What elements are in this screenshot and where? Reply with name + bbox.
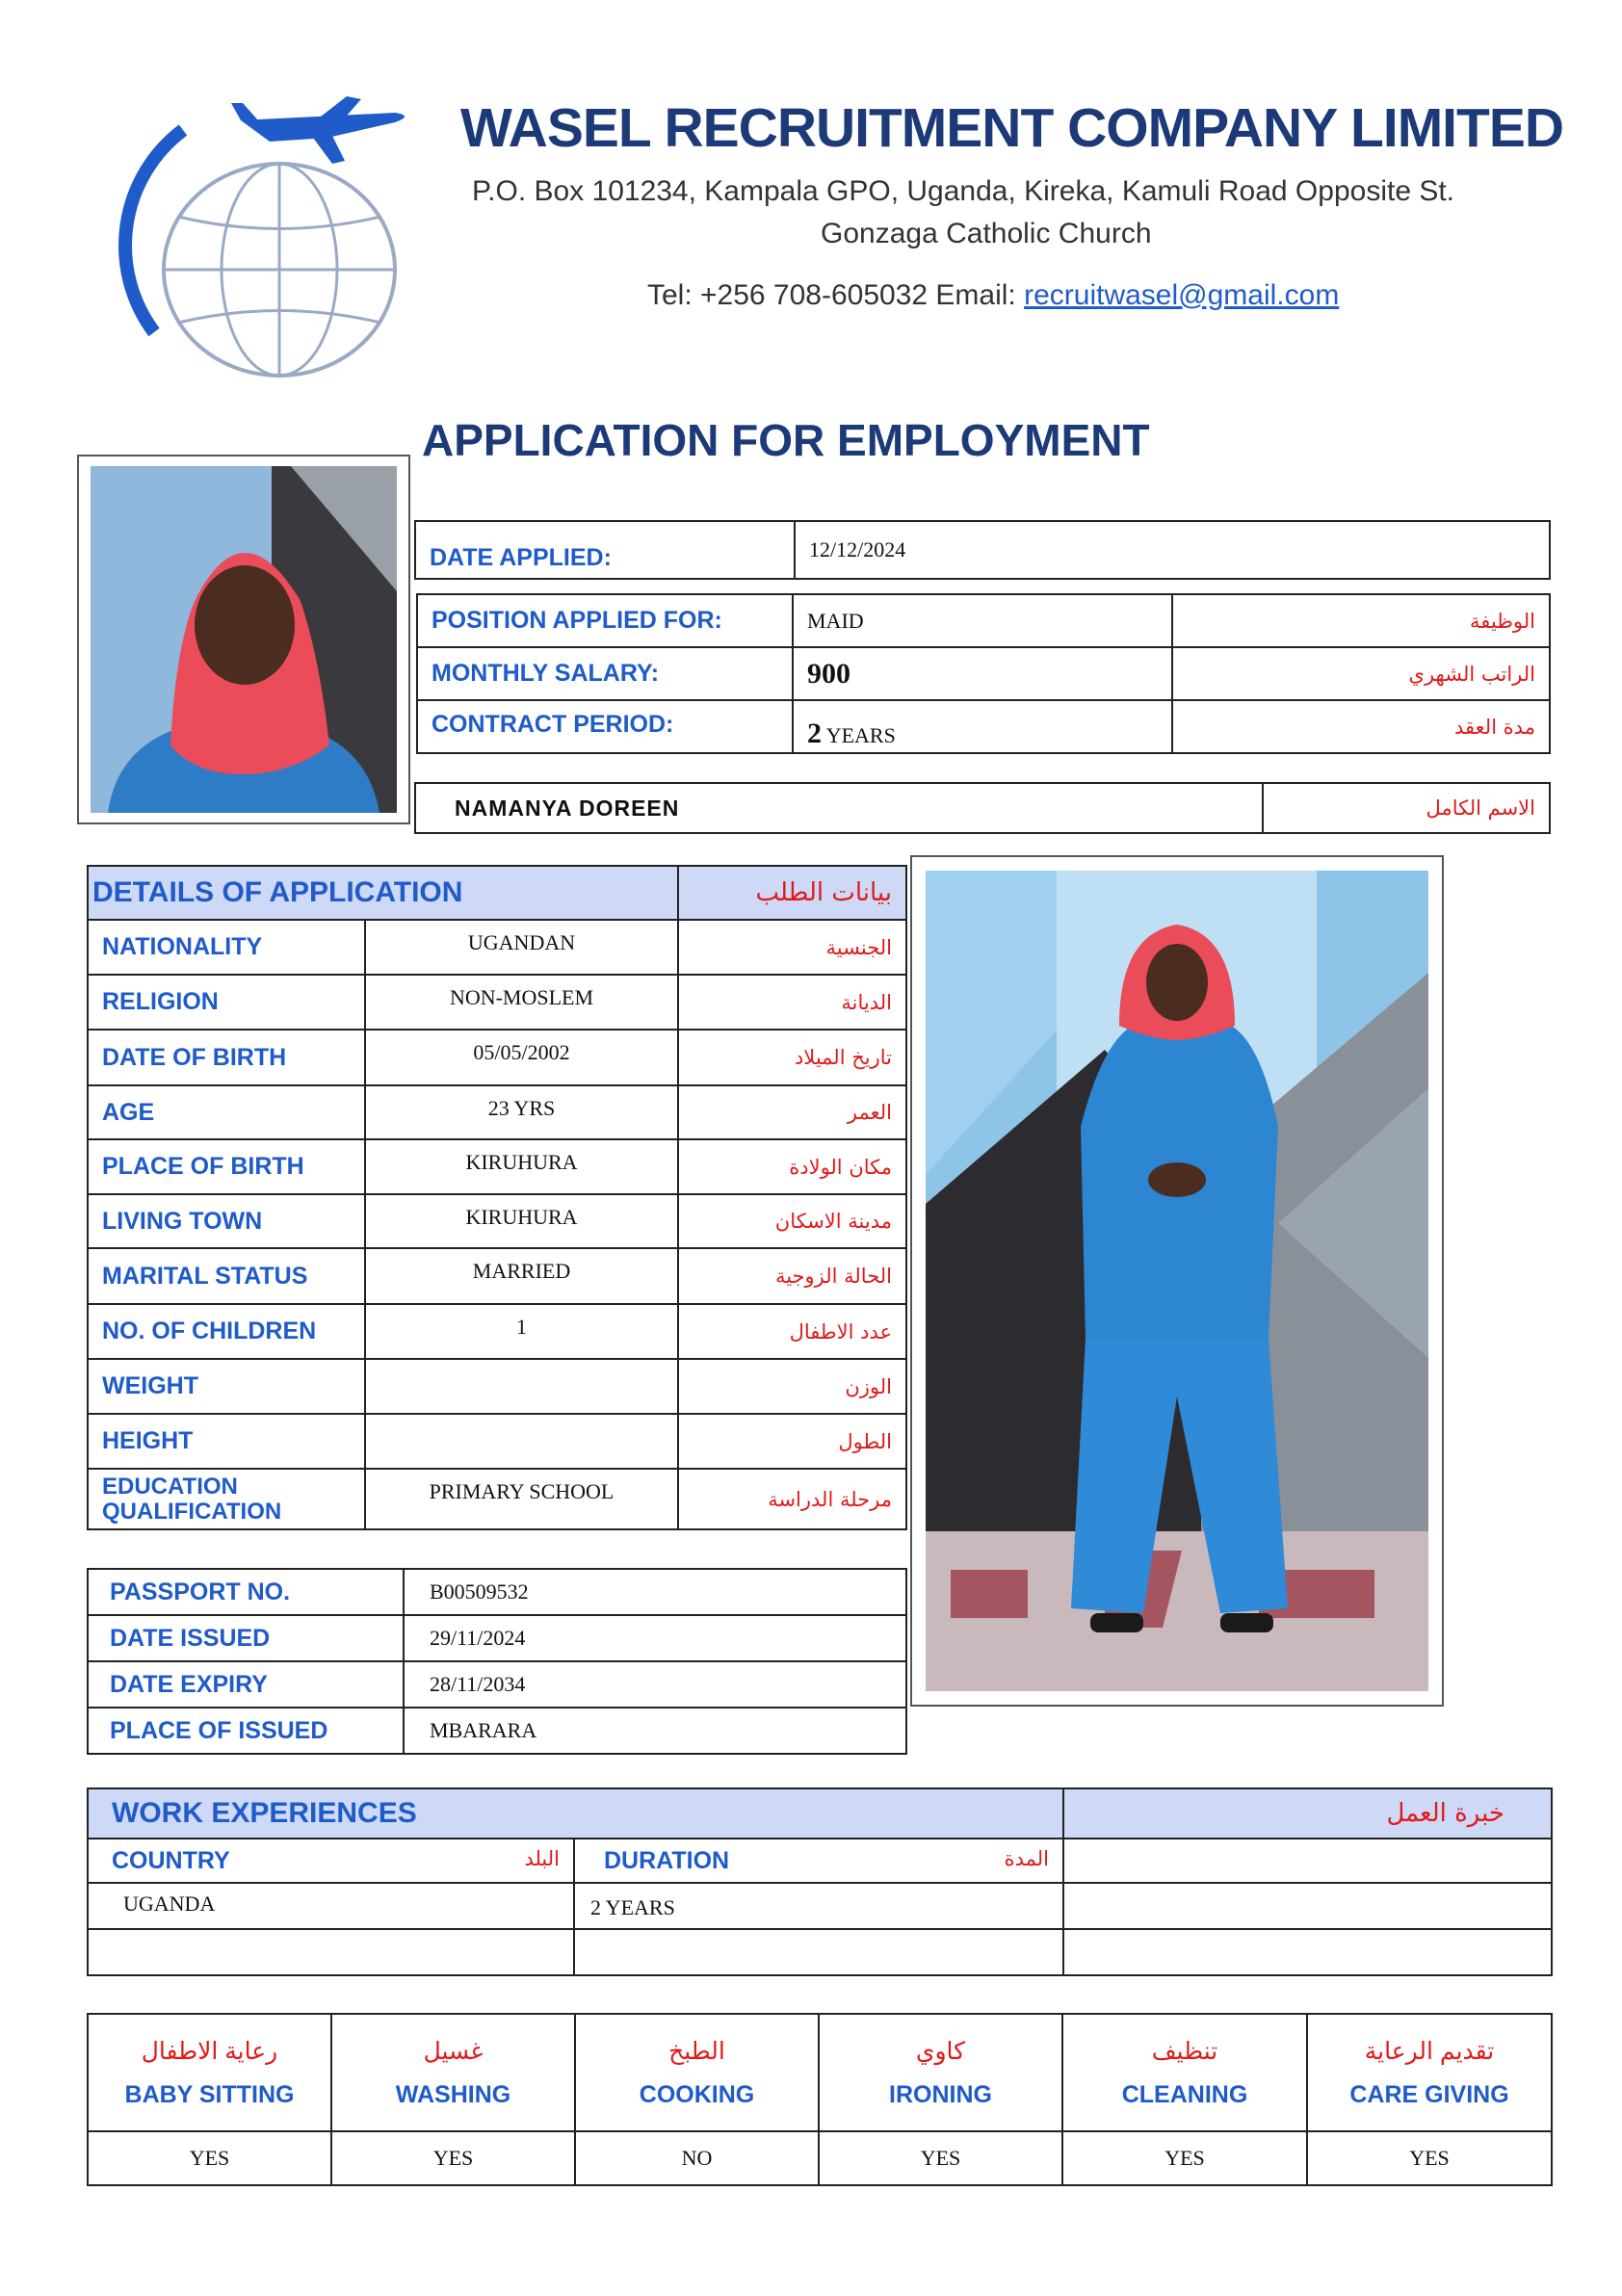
passport-value: MBARARA	[404, 1708, 906, 1754]
company-contact	[647, 279, 1339, 312]
skills-label-row	[88, 2014, 1552, 2131]
work-header-row	[88, 1788, 1552, 1839]
skill-value: YES	[88, 2131, 331, 2185]
position-table	[416, 593, 1551, 754]
company-address-line2: Gonzaga Catholic Church	[821, 218, 1152, 249]
work-table	[87, 1787, 1553, 1976]
details-value	[365, 1359, 678, 1414]
skill-value: YES	[819, 2131, 1062, 2185]
details-label-ar: الحالة الزوجية	[678, 1248, 906, 1304]
details-row	[88, 975, 906, 1030]
skill-label-ar: غسيل	[423, 2037, 484, 2065]
details-label: NATIONALITY	[88, 920, 365, 975]
details-row	[88, 1139, 906, 1194]
details-row	[88, 1469, 906, 1529]
details-row	[88, 1359, 906, 1414]
skill-cell	[575, 2014, 819, 2131]
position-label: POSITION APPLIED FOR:	[417, 594, 793, 647]
passport-row	[88, 1708, 906, 1754]
skill-label: BABY SITTING	[124, 2080, 295, 2108]
work-columns-row	[88, 1839, 1552, 1883]
details-label: LIVING TOWN	[88, 1194, 365, 1248]
skill-cell	[331, 2014, 575, 2131]
details-label-ar: مدينة الاسكان	[678, 1194, 906, 1248]
details-label-ar: الديانة	[678, 975, 906, 1030]
skill-label-ar: تنظيف	[1151, 2037, 1218, 2065]
passport-label: PLACE OF ISSUED	[88, 1708, 404, 1754]
details-value: KIRUHURA	[365, 1194, 678, 1248]
salary-label-ar: الراتب الشهري	[1172, 647, 1550, 700]
details-label: AGE	[88, 1085, 365, 1139]
details-value: KIRUHURA	[365, 1139, 678, 1194]
position-row	[417, 594, 1550, 647]
passport-value: 29/11/2024	[404, 1615, 906, 1661]
details-label: NO. OF CHILDREN	[88, 1304, 365, 1359]
contact-prefix: Tel: +256 708-605032 Email:	[647, 279, 1025, 311]
contract-unit: YEARS	[825, 722, 896, 747]
skill-label-ar: الطبخ	[668, 2037, 725, 2065]
skills-value-row	[88, 2131, 1552, 2185]
salary-row	[417, 647, 1550, 700]
page-title: APPLICATION FOR EMPLOYMENT	[422, 415, 1150, 465]
contract-value: 2	[807, 717, 822, 749]
passport-label: DATE EXPIRY	[88, 1661, 404, 1708]
details-row	[88, 1030, 906, 1085]
skill-value: YES	[1062, 2131, 1307, 2185]
contract-label: CONTRACT PERIOD:	[417, 700, 793, 753]
country-label-ar: البلد	[524, 1847, 560, 1870]
skill-cell	[1307, 2014, 1552, 2131]
country-label: COUNTRY	[112, 1846, 230, 1874]
details-value: MARRIED	[365, 1248, 678, 1304]
details-row	[88, 920, 906, 975]
details-value	[365, 1414, 678, 1469]
skill-value: NO	[575, 2131, 819, 2185]
date-applied-value: 12/12/2024	[795, 521, 1550, 579]
company-logo	[96, 91, 414, 380]
details-value: UGANDAN	[365, 920, 678, 975]
date-applied-label: DATE APPLIED:	[415, 521, 795, 579]
details-label: DATE OF BIRTH	[88, 1030, 365, 1085]
passport-label: DATE ISSUED	[88, 1615, 404, 1661]
duration-label-ar: المدة	[1004, 1847, 1049, 1870]
details-value: 1	[365, 1304, 678, 1359]
details-label-ar: مكان الولادة	[678, 1139, 906, 1194]
skill-cell	[1062, 2014, 1307, 2131]
duration-label: DURATION	[604, 1846, 730, 1874]
email-link[interactable]: recruitwasel@gmail.com	[1024, 279, 1340, 311]
applicant-headshot-photo	[77, 455, 410, 824]
applicant-full-photo	[910, 855, 1444, 1707]
passport-table	[87, 1568, 907, 1755]
skill-label: WASHING	[395, 2080, 511, 2108]
work-duration: 2 YEARS	[574, 1883, 1063, 1929]
details-label-ar: تاريخ الميلاد	[678, 1030, 906, 1085]
full-name-table	[414, 782, 1551, 834]
passport-row	[88, 1661, 906, 1708]
skill-label-ar: رعاية الاطفال	[141, 2037, 278, 2065]
details-label: PLACE OF BIRTH	[88, 1139, 365, 1194]
details-value: NON-MOSLEM	[365, 975, 678, 1030]
date-applied-table	[414, 520, 1551, 580]
work-country	[88, 1929, 574, 1975]
work-country: UGANDA	[88, 1883, 574, 1929]
work-duration	[574, 1929, 1063, 1975]
details-value: 05/05/2002	[365, 1030, 678, 1085]
details-label: WEIGHT	[88, 1359, 365, 1414]
details-label-ar: عدد الاطفال	[678, 1304, 906, 1359]
work-header: WORK EXPERIENCES	[88, 1788, 1063, 1839]
skill-cell	[88, 2014, 331, 2131]
skill-label: CLEANING	[1121, 2080, 1248, 2108]
skill-value: YES	[1307, 2131, 1552, 2185]
salary-value: 900	[807, 657, 850, 690]
full-name-label-ar: الاسم الكامل	[1263, 783, 1550, 833]
details-header-row	[88, 866, 906, 920]
passport-value: 28/11/2034	[404, 1661, 906, 1708]
work-header-ar: خبرة العمل	[1063, 1788, 1552, 1839]
details-value: PRIMARY SCHOOL	[365, 1469, 678, 1529]
skills-table	[87, 2013, 1553, 2186]
skill-label: IRONING	[889, 2080, 992, 2108]
skill-value: YES	[331, 2131, 575, 2185]
skill-label: COOKING	[639, 2080, 755, 2108]
skill-label: CARE GIVING	[1349, 2080, 1509, 2108]
work-row	[88, 1883, 1552, 1929]
details-row	[88, 1085, 906, 1139]
passport-row	[88, 1615, 906, 1661]
skill-label-ar: تقديم الرعاية	[1364, 2037, 1495, 2065]
details-row	[88, 1194, 906, 1248]
details-label: RELIGION	[88, 975, 365, 1030]
passport-value: B00509532	[404, 1569, 906, 1615]
skill-label-ar: كاوي	[915, 2037, 966, 2065]
position-value: MAID	[793, 594, 1172, 647]
company-name: WASEL RECRUITMENT COMPANY LIMITED	[460, 97, 1564, 159]
details-label-ar: الطول	[678, 1414, 906, 1469]
passport-label: PASSPORT NO.	[88, 1569, 404, 1615]
details-table	[87, 865, 907, 1530]
position-label-ar: الوظيفة	[1172, 594, 1550, 647]
details-label: EDUCATION QUALIFICATION	[88, 1469, 365, 1529]
contract-label-ar: مدة العقد	[1172, 700, 1550, 753]
details-label-ar: الوزن	[678, 1359, 906, 1414]
passport-row	[88, 1569, 906, 1615]
work-row	[88, 1929, 1552, 1975]
globe-airplane-logo	[96, 91, 414, 380]
details-label: HEIGHT	[88, 1414, 365, 1469]
details-value: 23 YRS	[365, 1085, 678, 1139]
skill-cell	[819, 2014, 1062, 2131]
details-row	[88, 1248, 906, 1304]
details-header-ar: بيانات الطلب	[678, 866, 906, 920]
details-label-ar: العمر	[678, 1085, 906, 1139]
details-header: DETAILS OF APPLICATION	[88, 866, 678, 920]
details-label-ar: الجنسية	[678, 920, 906, 975]
details-row	[88, 1304, 906, 1359]
full-name-value: NAMANYA DOREEN	[415, 783, 1263, 833]
details-label: MARITAL STATUS	[88, 1248, 365, 1304]
details-row	[88, 1414, 906, 1469]
company-address-line1: P.O. Box 101234, Kampala GPO, Uganda, Kireka, Kamuli Road Opposite St.	[472, 175, 1455, 207]
salary-label: MONTHLY SALARY:	[417, 647, 793, 700]
details-label-ar: مرحلة الدراسة	[678, 1469, 906, 1529]
contract-row	[417, 700, 1550, 753]
